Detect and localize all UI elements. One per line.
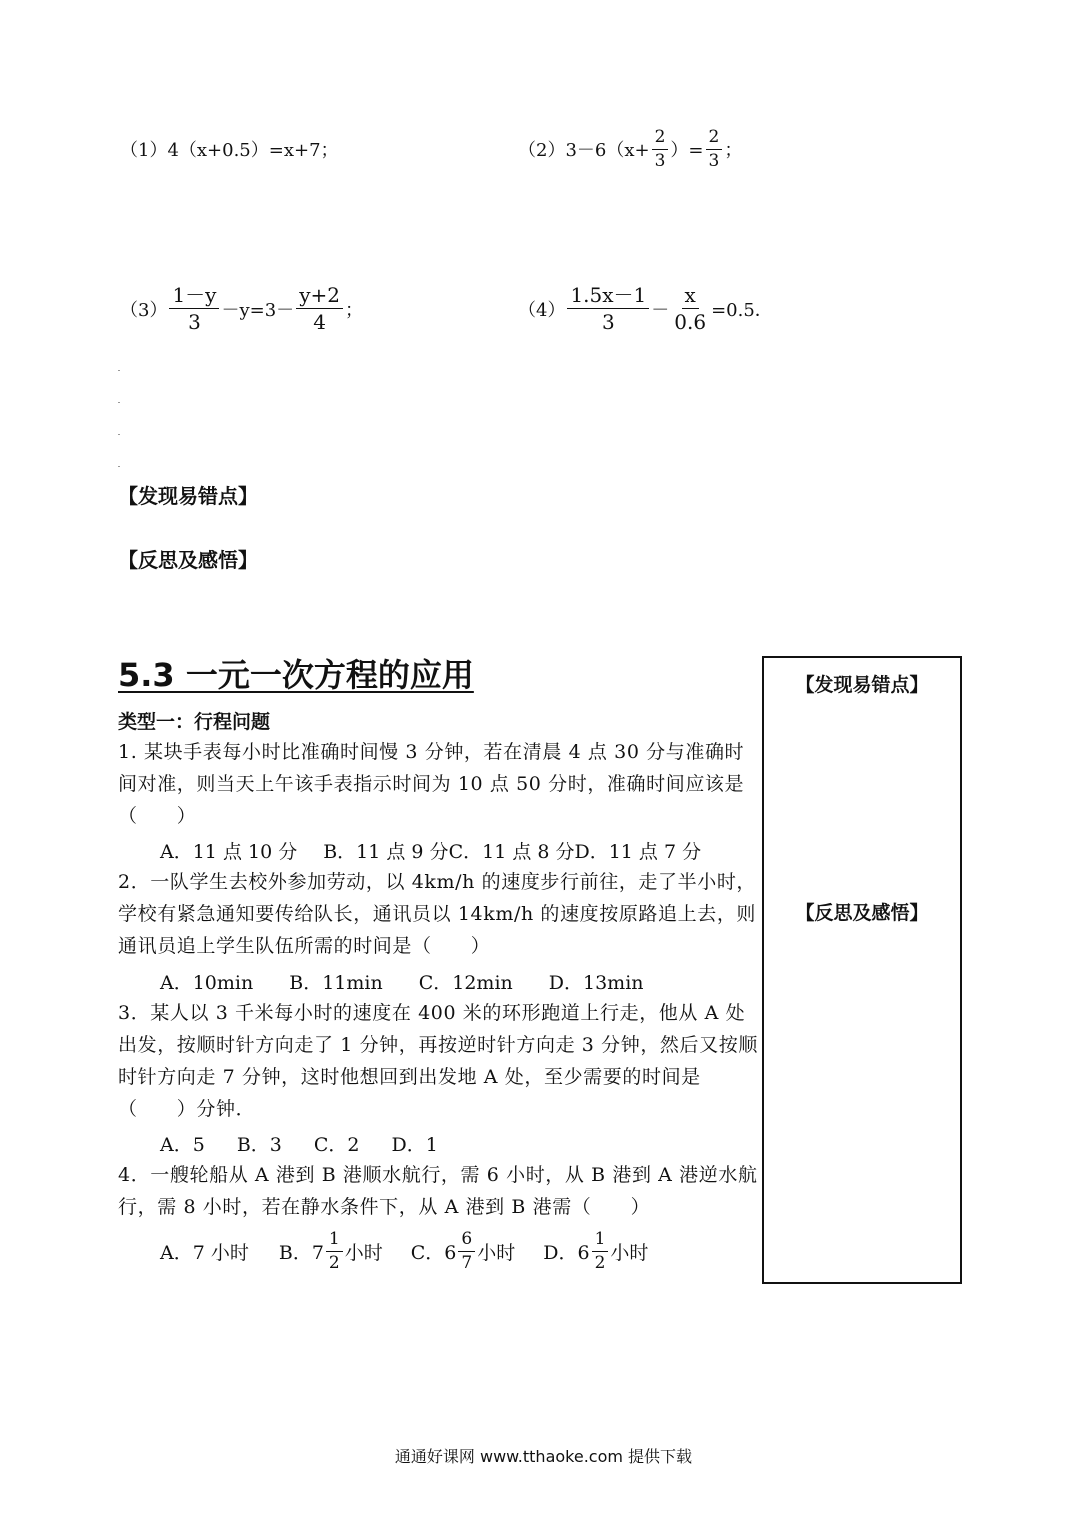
question-4: 4．一艘轮船从 A 港到 B 港顺水航行，需 6 小时，从 B 港到 A 港逆水航行，需 8 小时，若在静水条件下，从 A 港到 B 港需（ ） — [118, 1164, 758, 1218]
fraction-denominator: 3 — [654, 150, 666, 171]
fraction-numerator: y+2 — [296, 284, 343, 309]
equation-3-fraction-2 — [296, 284, 343, 333]
margin-dot — [118, 434, 120, 435]
fraction-numerator: 2 — [652, 128, 669, 150]
option-c — [411, 1230, 515, 1272]
equation-2-mid: ）= — [670, 140, 704, 162]
option-d: D．11 点 7 分 — [574, 841, 702, 863]
question-1-options — [160, 837, 701, 864]
option-b-suffix: 小时 — [344, 1241, 383, 1264]
margin-dot — [118, 402, 120, 403]
equation-4-mid: － — [651, 299, 670, 321]
equation-2-fraction-2 — [706, 128, 723, 170]
option-c-prefix: C．6 — [410, 1241, 457, 1264]
option-a: A．11 点 10 分 — [160, 841, 298, 863]
fraction-numerator: 1 — [592, 1230, 609, 1252]
fraction-denominator: 2 — [328, 1252, 340, 1273]
margin-dot — [118, 370, 120, 371]
fraction-denominator: 4 — [313, 310, 326, 334]
option-b: B．11min — [289, 972, 383, 994]
equation-3-suffix: ； — [344, 299, 363, 321]
section-title: 5.3 一元一次方程的应用 — [118, 656, 474, 694]
fraction-numerator: 6 — [458, 1230, 475, 1252]
question-3: 3．某人以 3 千米每小时的速度在 400 米的环形跑道上行走，他从 A 处出发，按顺时针方向走了 1 分钟，再按逆时针方向走 3 分钟，然后又按顺时针方向走 7 分钟，这时他想回到出发地 A 处，至少需要的时间是（ ）分钟． — [118, 1002, 758, 1120]
question-3-options — [160, 1130, 438, 1157]
fraction-numerator: 1.5x－1 — [567, 284, 649, 309]
option-d: D．1 — [391, 1134, 438, 1156]
option-d-fraction — [592, 1230, 609, 1272]
fraction-denominator: 3 — [601, 310, 615, 334]
equation-3-fraction-1 — [169, 284, 219, 333]
equation-2-prefix: （2）3－6（x+ — [518, 140, 650, 162]
question-2: 2．一队学生去校外参加劳动，以 4km/h 的速度步行前往，走了半小时，学校有紧急通知要传给队长，通讯员以 14km/h 的速度按原路追上去，则通讯员追上学生队伍所需的时间是（ ） — [118, 871, 757, 957]
option-c: C．2 — [313, 1134, 360, 1156]
fraction-denominator: 2 — [594, 1252, 606, 1273]
equation-2-fraction-1 — [652, 128, 669, 170]
equation-3 — [120, 284, 363, 333]
sidebox-reflection-label: 【反思及感悟】 — [795, 902, 929, 924]
fraction-denominator: 3 — [708, 150, 720, 171]
equation-2-suffix: ； — [724, 140, 743, 162]
reflection-label: 【反思及感悟】 — [118, 548, 258, 572]
equation-1-text: （1）4（x+0.5）=x+7； — [120, 140, 339, 161]
equation-2 — [518, 128, 742, 170]
notes-sidebox — [762, 656, 962, 1284]
fraction-numerator: 2 — [706, 128, 723, 150]
sidebox-mistakes-label: 【发现易错点】 — [795, 674, 929, 696]
option-c: C．11 点 8 分 — [448, 841, 575, 863]
option-d — [543, 1230, 648, 1272]
option-d-prefix: D．6 — [543, 1241, 590, 1264]
fraction-numerator: 1－y — [169, 284, 219, 309]
option-c: C．12min — [418, 972, 513, 994]
fraction-denominator: 0.6 — [674, 310, 707, 334]
equation-3-mid: －y=3－ — [221, 299, 295, 321]
question-4-options — [160, 1230, 648, 1272]
fraction-denominator: 7 — [461, 1252, 473, 1273]
option-b: B．3 — [236, 1134, 282, 1156]
equation-4 — [518, 284, 773, 333]
equation-3-prefix: （3） — [120, 299, 168, 321]
equation-1 — [120, 136, 339, 162]
option-b-fraction — [326, 1230, 343, 1272]
option-a: A．5 — [160, 1134, 205, 1156]
equation-4-fraction-1 — [567, 284, 649, 333]
option-b: B．11 点 9 分 — [323, 841, 449, 863]
option-a: A．7 小时 — [160, 1241, 249, 1264]
option-b — [279, 1230, 383, 1272]
option-c-fraction — [458, 1230, 475, 1272]
equation-4-suffix: =0.5． — [711, 299, 773, 321]
type-heading: 类型一：行程问题 — [118, 711, 271, 733]
option-d: D．13min — [548, 972, 644, 994]
option-a: A．10min — [160, 972, 254, 994]
page-footer: 通通好课网 www.tthaoke.com 提供下载 — [394, 1447, 693, 1466]
question-2-options — [160, 968, 644, 995]
fraction-numerator: 1 — [326, 1230, 343, 1252]
question-1: 1. 某块手表每小时比准确时间慢 3 分钟，若在清晨 4 点 30 分与准确时间对准，则当天上午该手表指示时间为 10 点 50 分时，准确时间应该是（ ） — [118, 741, 745, 827]
margin-dot — [118, 466, 120, 467]
equation-4-fraction-2 — [671, 284, 709, 333]
option-d-suffix: 小时 — [610, 1241, 649, 1264]
fraction-denominator: 3 — [188, 310, 201, 334]
option-c-suffix: 小时 — [477, 1241, 516, 1264]
equation-4-prefix: （4） — [518, 299, 566, 321]
option-b-prefix: B．7 — [278, 1241, 324, 1264]
fraction-numerator: x — [682, 284, 699, 309]
mistakes-label: 【发现易错点】 — [118, 484, 258, 508]
